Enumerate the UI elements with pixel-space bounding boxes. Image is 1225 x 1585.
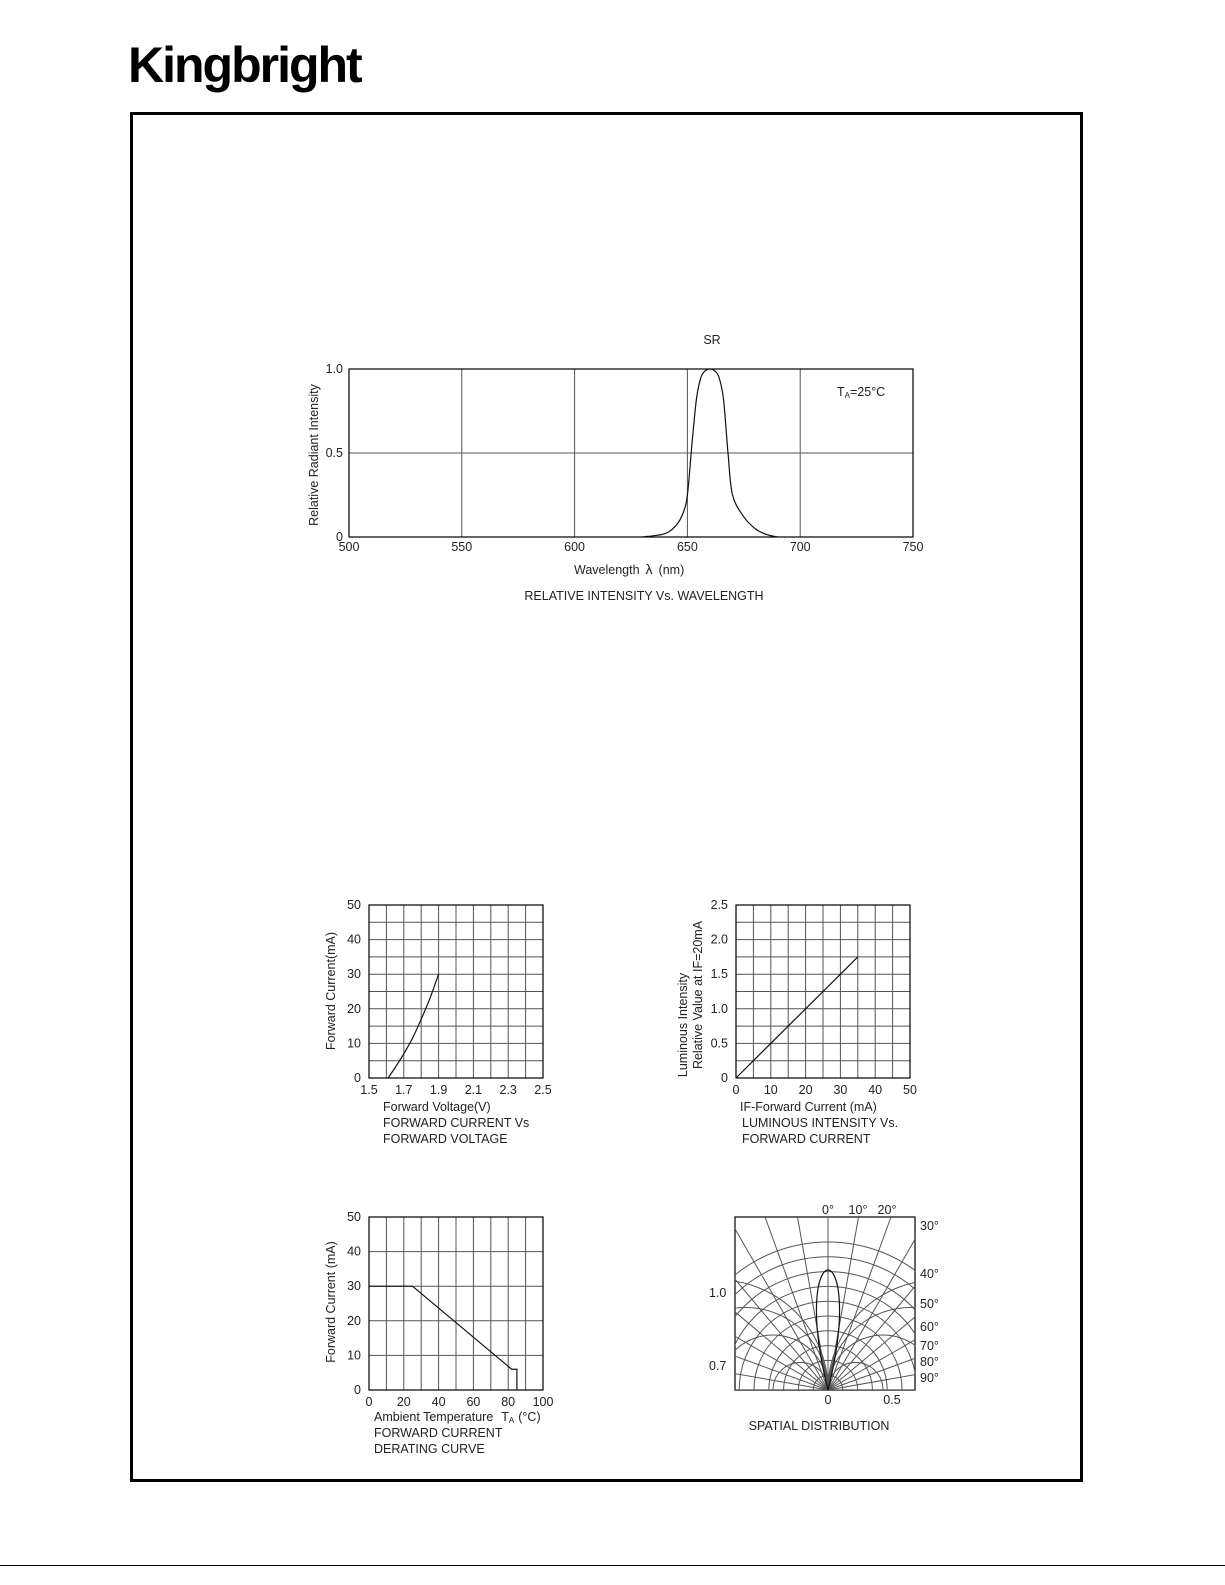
iv-grid xyxy=(369,905,543,1078)
iv-ytick-3: 30 xyxy=(347,967,361,982)
spatial-polar-lines xyxy=(568,1130,1088,1538)
luminous-caption-line2: FORWARD CURRENT xyxy=(742,1132,871,1146)
derating-ytick-3: 30 xyxy=(347,1279,361,1294)
spectrum-xlabel: Wavelength λ (nm) xyxy=(574,561,685,577)
luminous-ytick-2: 1.0 xyxy=(710,1001,728,1016)
spectrum-grid xyxy=(349,369,913,537)
iv-ytick-5: 50 xyxy=(347,898,361,912)
luminous-ylabel-line1: Luminous Intensity xyxy=(676,972,690,1078)
derating-tick-labels xyxy=(347,1210,553,1409)
spectrum-tick-labels xyxy=(326,362,924,554)
luminous-xtick-5: 50 xyxy=(903,1083,917,1097)
spatial-angle-label-50: 50° xyxy=(920,1297,939,1311)
iv-xtick-5: 2.5 xyxy=(534,1083,552,1097)
derating-ytick-5: 50 xyxy=(347,1210,361,1224)
luminous-tick-labels xyxy=(711,898,917,1097)
iv-xtick-0: 1.5 xyxy=(360,1083,378,1097)
chart-relative-intensity-vs-wavelength xyxy=(307,333,923,603)
spatial-angle-label-0: 0° xyxy=(822,1203,834,1217)
derating-ytick-1: 10 xyxy=(347,1348,361,1363)
luminous-ytick-1: 0.5 xyxy=(710,1036,728,1051)
derating-xtick-0: 0 xyxy=(365,1395,373,1409)
luminous-xtick-1: 10 xyxy=(763,1083,778,1097)
spectrum-ytick-1: 0.5 xyxy=(325,446,343,460)
iv-tick-labels xyxy=(347,898,552,1097)
spectrum-xtick-4: 700 xyxy=(789,540,811,554)
derating-xtick-2: 40 xyxy=(431,1395,446,1409)
iv-ytick-2: 20 xyxy=(347,1001,361,1016)
spatial-grid xyxy=(568,1130,1088,1538)
derating-xtick-4: 80 xyxy=(501,1395,516,1409)
chart-forward-current-vs-voltage xyxy=(324,898,552,1146)
derating-ytick-0: 0 xyxy=(354,1383,361,1397)
kingbright-logo: Kingbright xyxy=(128,37,361,93)
iv-ytick-1: 10 xyxy=(347,1036,361,1051)
derating-grid xyxy=(369,1217,543,1390)
spatial-angle-label-60: 60° xyxy=(920,1320,939,1334)
chart-forward-current-derating xyxy=(324,1210,553,1456)
spatial-angle-label-70: 70° xyxy=(920,1339,939,1353)
spectrum-title: SR xyxy=(703,333,721,347)
iv-ytick-4: 40 xyxy=(347,932,361,947)
luminous-ytick-0: 0 xyxy=(721,1071,728,1085)
luminous-xtick-2: 20 xyxy=(798,1083,813,1097)
derating-ytick-4: 40 xyxy=(347,1244,361,1259)
spatial-axis-label-0: 0 xyxy=(824,1393,832,1407)
luminous-xtick-4: 40 xyxy=(868,1083,883,1097)
chart-spatial-distribution xyxy=(568,1130,1088,1538)
spatial-angle-label-80: 80° xyxy=(920,1355,939,1369)
luminous-xtick-3: 30 xyxy=(833,1083,848,1097)
iv-caption-line2: FORWARD VOLTAGE xyxy=(383,1132,508,1146)
spatial-caption: SPATIAL DISTRIBUTION xyxy=(748,1419,890,1433)
derating-xtick-1: 20 xyxy=(396,1395,411,1409)
luminous-caption-line1: LUMINOUS INTENSITY Vs. xyxy=(742,1116,899,1130)
spatial-axis-label-0-5: 0.5 xyxy=(883,1393,901,1407)
iv-xtick-4: 2.3 xyxy=(499,1083,517,1097)
spectrum-xtick-3: 650 xyxy=(676,540,698,554)
spectrum-xtick-1: 550 xyxy=(451,540,473,554)
luminous-xtick-0: 0 xyxy=(732,1083,740,1097)
spectrum-ytick-2: 1.0 xyxy=(325,362,343,376)
spatial-angle-label-40: 40° xyxy=(920,1267,939,1281)
derating-caption-line2: DERATING CURVE xyxy=(374,1442,485,1456)
derating-xtick-5: 100 xyxy=(532,1395,554,1409)
luminous-ytick-4: 2.0 xyxy=(710,932,728,947)
iv-xtick-3: 2.1 xyxy=(464,1083,483,1097)
luminous-ytick-5: 2.5 xyxy=(710,898,728,912)
spatial-angle-label-90: 90° xyxy=(920,1371,939,1385)
spectrum-xtick-2: 600 xyxy=(564,540,586,554)
iv-xtick-2: 1.9 xyxy=(429,1083,448,1097)
spectrum-caption: RELATIVE INTENSITY Vs. WAVELENGTH xyxy=(524,589,764,603)
spatial-angle-label-30: 30° xyxy=(920,1219,939,1233)
luminous-ytick-3: 1.5 xyxy=(710,967,728,982)
derating-xtick-3: 60 xyxy=(466,1395,481,1409)
luminous-xlabel: IF-Forward Current (mA) xyxy=(740,1100,877,1114)
spatial-angle-label-10: 10° xyxy=(848,1203,868,1217)
spatial-radial-label-1-0: 1.0 xyxy=(709,1286,727,1300)
iv-ytick-0: 0 xyxy=(354,1071,361,1085)
spectrum-ytick-0: 0 xyxy=(336,530,343,544)
spatial-spoke-160 xyxy=(828,1301,1072,1390)
spatial-spoke-20 xyxy=(584,1301,828,1390)
derating-caption-line1: FORWARD CURRENT xyxy=(374,1426,503,1440)
luminous-ylabel-line2: Relative Value at IF=20mA xyxy=(691,920,705,1070)
derating-curve xyxy=(369,1286,517,1390)
spatial-radial-label-0-7: 0.7 xyxy=(709,1359,727,1373)
spectrum-xtick-5: 750 xyxy=(902,540,924,554)
spatial-spoke-150 xyxy=(828,1260,1053,1390)
iv-xtick-1: 1.7 xyxy=(395,1083,413,1097)
spatial-angle-label-20: 20° xyxy=(877,1203,897,1217)
iv-caption-line1: FORWARD CURRENT Vs xyxy=(383,1116,530,1130)
iv-xlabel: Forward Voltage(V) xyxy=(383,1100,491,1114)
derating-xlabel: Ambient Temperature TA (°C) xyxy=(374,1410,541,1425)
luminous-curve xyxy=(736,957,858,1078)
spectrum-temperature-annotation: TA=25°C xyxy=(837,385,886,400)
chart-luminous-intensity-vs-current xyxy=(676,898,917,1146)
spectrum-xtick-0: 500 xyxy=(338,540,360,554)
iv-ylabel: Forward Current(mA) xyxy=(324,931,338,1051)
spectrum-ylabel: Relative Radiant Intensity xyxy=(307,384,321,526)
derating-ylabel: Forward Current (mA) xyxy=(324,1241,338,1363)
spatial-labels xyxy=(709,1203,939,1433)
derating-ytick-2: 20 xyxy=(347,1313,361,1328)
